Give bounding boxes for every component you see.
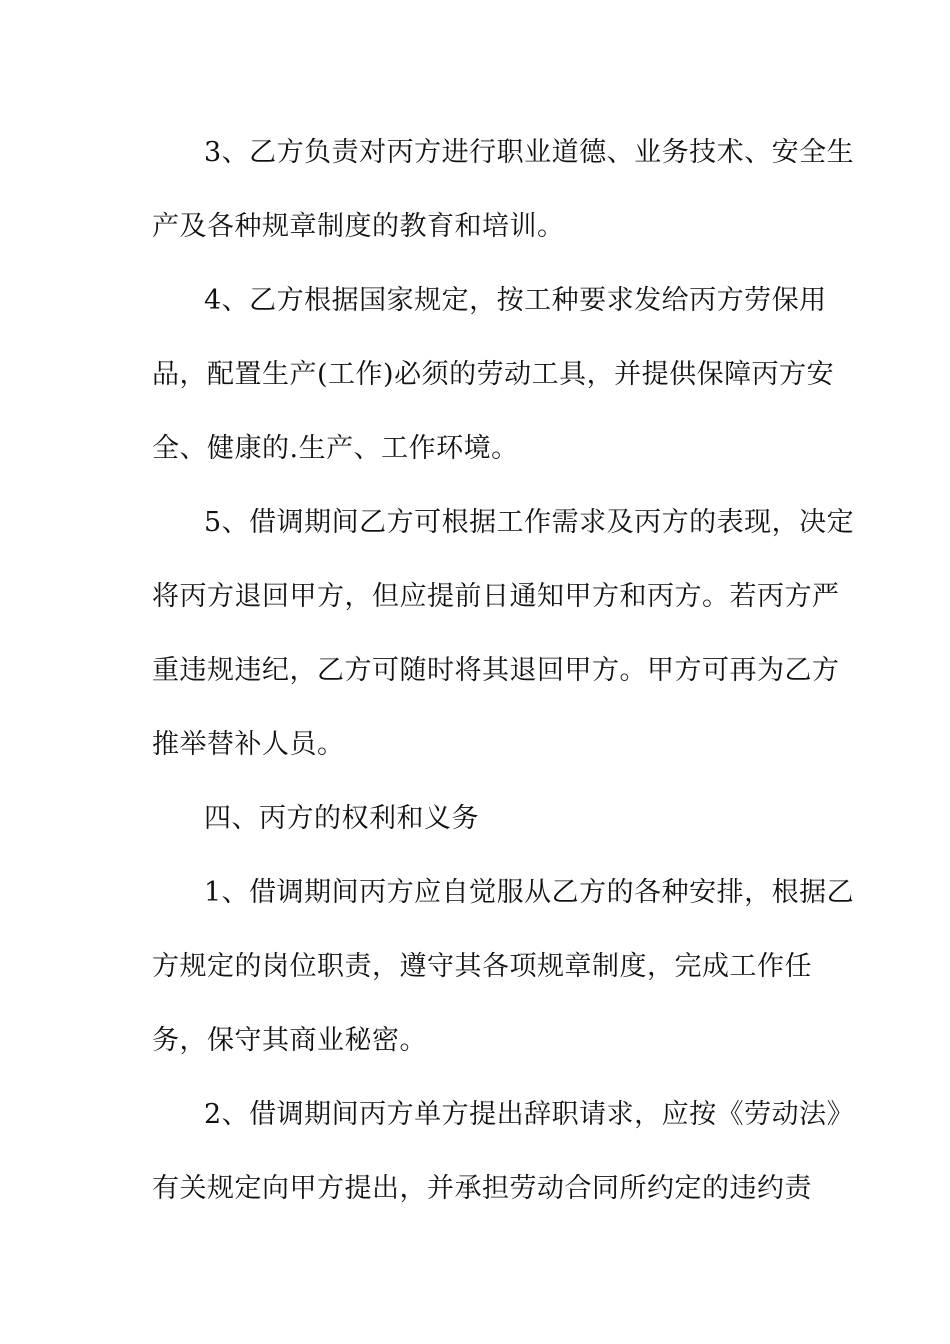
paragraph-line: 5、借调期间乙方可根据工作需求及丙方的表现，决定 (204, 507, 855, 538)
paragraph-line: 将丙方退回甲方，但应提前日通知甲方和丙方。若丙方严 (152, 581, 840, 612)
paragraph-line: 方规定的岗位职责，遵守其各项规章制度，完成工作任 (152, 951, 812, 982)
paragraph-line: 3、乙方负责对丙方进行职业道德、业务技术、安全生 (204, 137, 855, 168)
paragraph-line: 全、健康的.生产、工作环境。 (152, 433, 519, 464)
paragraph-line: 1、借调期间丙方应自觉服从乙方的各种安排，根据乙 (204, 877, 855, 908)
paragraph-line: 重违规违纪，乙方可随时将其退回甲方。甲方可再为乙方 (152, 655, 840, 686)
paragraph-line: 推举替补人员。 (152, 729, 345, 760)
paragraph-line: 产及各种规章制度的教育和培训。 (152, 211, 565, 242)
paragraph-line: 2、借调期间丙方单方提出辞职请求，应按《劳动法》 (204, 1099, 855, 1130)
paragraph-line: 有关规定向甲方提出，并承担劳动合同所约定的违约责 (152, 1173, 812, 1204)
paragraph-line: 4、乙方根据国家规定，按工种要求发给丙方劳保用 (204, 285, 827, 316)
paragraph-line: 品，配置生产(工作)必须的劳动工具，并提供保障丙方安 (152, 359, 835, 390)
section-heading: 四、丙方的权利和义务 (204, 803, 479, 834)
paragraph-line: 务，保守其商业秘密。 (152, 1025, 427, 1056)
